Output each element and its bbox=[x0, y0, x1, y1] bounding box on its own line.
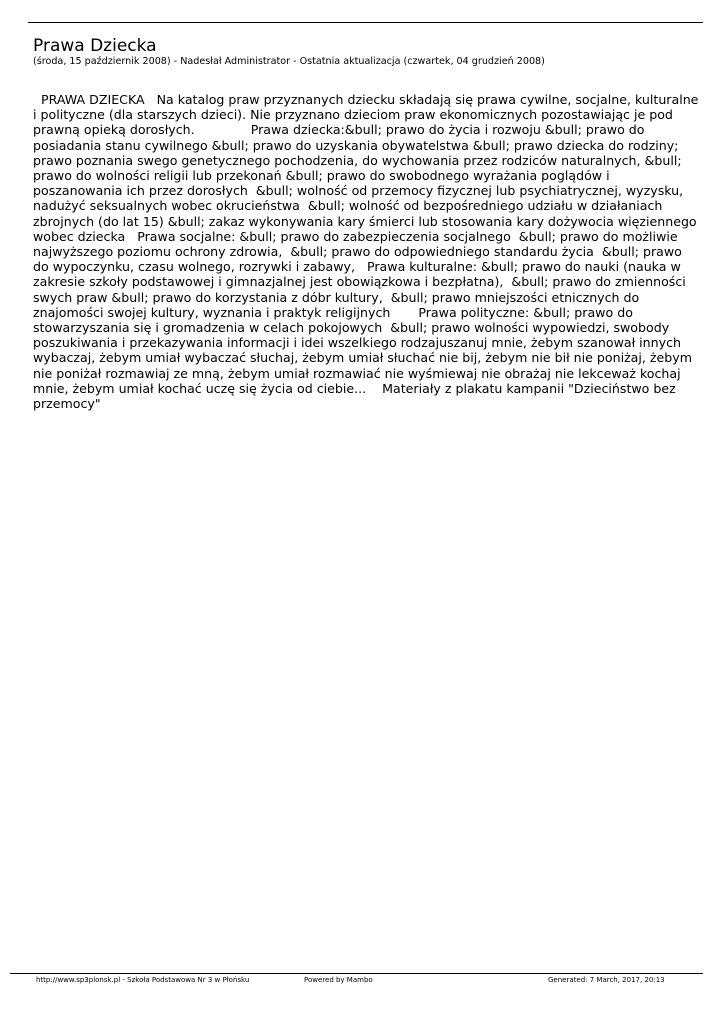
page-title: Prawa Dziecka bbox=[33, 36, 157, 56]
footer-powered-by: Powered by Mambo bbox=[304, 976, 373, 984]
footer-generated: Generated: 7 March, 2017, 20:13 bbox=[548, 976, 665, 984]
article-body: PRAWA DZIECKA Na katalog praw przyznanych dziecku składają się prawa cywilne, socjalne, kulturalne i polityczne (dla starszych dzieci). Nie przyznano dzieciom praw ekonomicznych pozostawiając je pod prawną opieką dorosłych. Prawa dziecka:&bull; prawo do życia i rozwoju &bull; prawo do posiadania stanu cywilnego &bull; prawo do uzyskania obywatelstwa &bull; prawo dziecka do rodziny; prawo poznania swego genetycznego pochodzenia, do wychowania przez rodziców naturalnych, &bull; prawo do wolności religii lub przekonań &bull; prawo do swobodnego wyrażania poglądów i poszanowania ich przez dorosłych &bull; wolność od przemocy fizycznej lub psychiatrycznej, wyzysku, nadużyć seksualnych wobec okrucieństwa &bull; wolność od bezpośredniego udziału w działaniach zbrojnych (do lat 15) &bull; zakaz wykonywania kary śmierci lub stosowania kary dożywocia więziennego wobec dziecka Prawa socjalne: &bull; prawo do zabezpieczenia socjalnego &bull; prawo do możliwie najwyższego poziomu ochrony zdrowia, &bull; prawo do odpowiedniego standardu życia &bull; prawo do wypoczynku, czasu wolnego, rozrywki i zabawy, Prawa kulturalne: &bull; prawo do nauki (nauka w zakresie szkoły podstawowej i gimnazjalnej jest obowiązkowa i bezpłatna), &bull; prawo do zmienności swych praw &bull; prawo do korzystania z dóbr kultury, &bull; prawo mniejszości etnicznych do znajomości swojej kultury, wyznania i praktyk religijnych Prawa polityczne: &bull; prawo do stowarzyszania się i gromadzenia w celach pokojowych &bull; prawo wolności wypowiedzi, swobody poszukiwania i przekazywania informacji i idei wszelkiego rodzajuszanuj mnie, żebym szanował innych wybaczaj, żebym umiał wybaczać słuchaj, żebym umiał słuchać nie bij, żebym nie bił nie poniżaj, żebym nie poniżał rozmawiaj ze mną, żebym umiał rozmawiać nie wyśmiewaj nie obrażaj nie lekceważ kochaj mnie, żebym umiał kochać uczę się życia od ciebie... Materiały z plakatu kampanii "Dzieciństwo bez przemocy" bbox=[33, 92, 703, 412]
article-meta: (środa, 15 październik 2008) - Nadesłał Administrator - Ostatnia aktualizacja (czwartek, 04 grudzień 2008) bbox=[33, 56, 545, 67]
footer-site-link[interactable]: http://www.sp3plonsk.pl - Szkoła Podstawowa Nr 3 w Płońsku bbox=[36, 976, 250, 984]
footer-divider bbox=[10, 973, 703, 974]
header-divider bbox=[28, 22, 703, 23]
